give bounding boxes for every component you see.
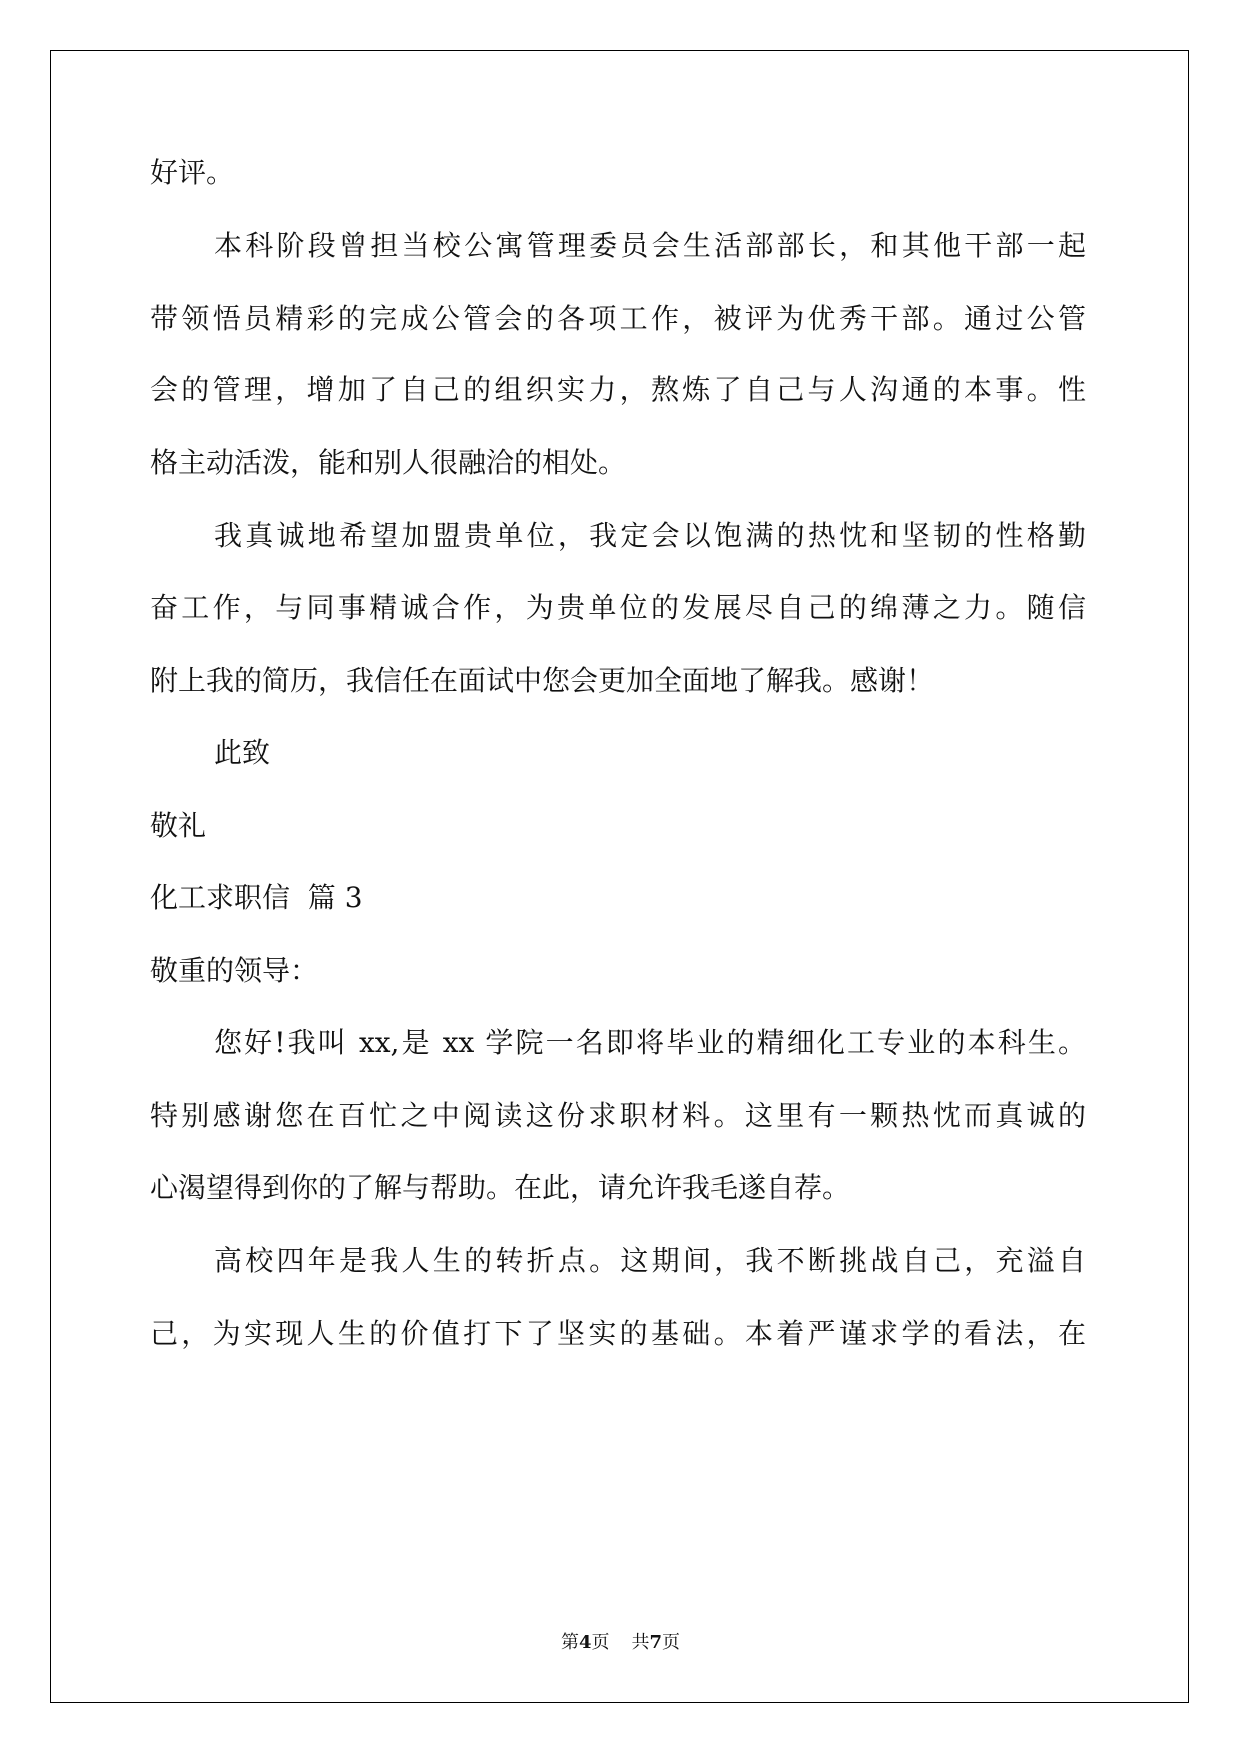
footer-total-prefix: 共 [631,1632,650,1653]
text-line: 附上我的简历，我信任在面试中您会更加全面地了解我。感谢！ [150,664,935,697]
text-line: 奋工作，与同事精诚合作，为贵单位的发展尽自己的绵薄之力。随信 [150,591,1086,624]
paragraph-start [214,228,1086,264]
text-line: 心渴望得到你的了解与帮助。在此，请允许我毛遂自荐。 [150,1171,851,1204]
closing-regards: 敬礼 [150,809,207,842]
text-line: 好评。 [150,156,235,189]
footer-prefix: 第 [560,1632,579,1653]
text-line: 己，为实现人生的价值打下了坚实的基础。本着严谨求学的看法，在 [150,1317,1086,1350]
text-line: 本科阶段曾担当校公寓管理委员会生活部部长，和其他干部一起 [214,229,1086,262]
text-line-wrapper [150,372,1086,408]
paragraph-start [214,518,1086,554]
closing-salutation: 此致 [214,736,271,769]
text-line-wrapper [150,301,1086,337]
footer-total-suffix: 页 [662,1632,681,1653]
text-line-wrapper [150,1098,1086,1134]
footer-total-pages: 7 [649,1632,663,1653]
text-line: 会的管理，增加了自己的组织实力，熬炼了自己与人沟通的本事。性 [150,373,1086,406]
page-border [50,50,1189,1703]
footer-current-page: 4 [578,1632,592,1653]
text-line-wrapper [150,1316,1086,1352]
text-line: 您好!我叫 xx,是 xx 学院一名即将毕业的精细化工专业的本科生。 [214,1026,1086,1059]
text-line: 高校四年是我人生的转折点。这期间，我不断挑战自己，充溢自 [214,1244,1086,1277]
page-footer [0,1628,1241,1654]
footer-page-word: 页 [591,1632,610,1653]
greeting: 敬重的领导： [150,954,319,987]
paragraph-start [214,1243,1086,1279]
text-line: 带领悟员精彩的完成公管会的各项工作，被评为优秀干部。通过公管 [150,302,1086,335]
section-heading: 化工求职信 篇 3 [150,881,363,914]
paragraph-start [214,1025,1086,1061]
text-line: 我真诚地希望加盟贵单位，我定会以饱满的热忱和坚韧的性格勤 [214,519,1086,552]
text-line: 格主动活泼，能和别人很融洽的相处。 [150,446,627,479]
text-line: 特别感谢您在百忙之中阅读这份求职材料。这里有一颗热忱而真诚的 [150,1099,1086,1132]
text-line-wrapper [150,590,1086,626]
